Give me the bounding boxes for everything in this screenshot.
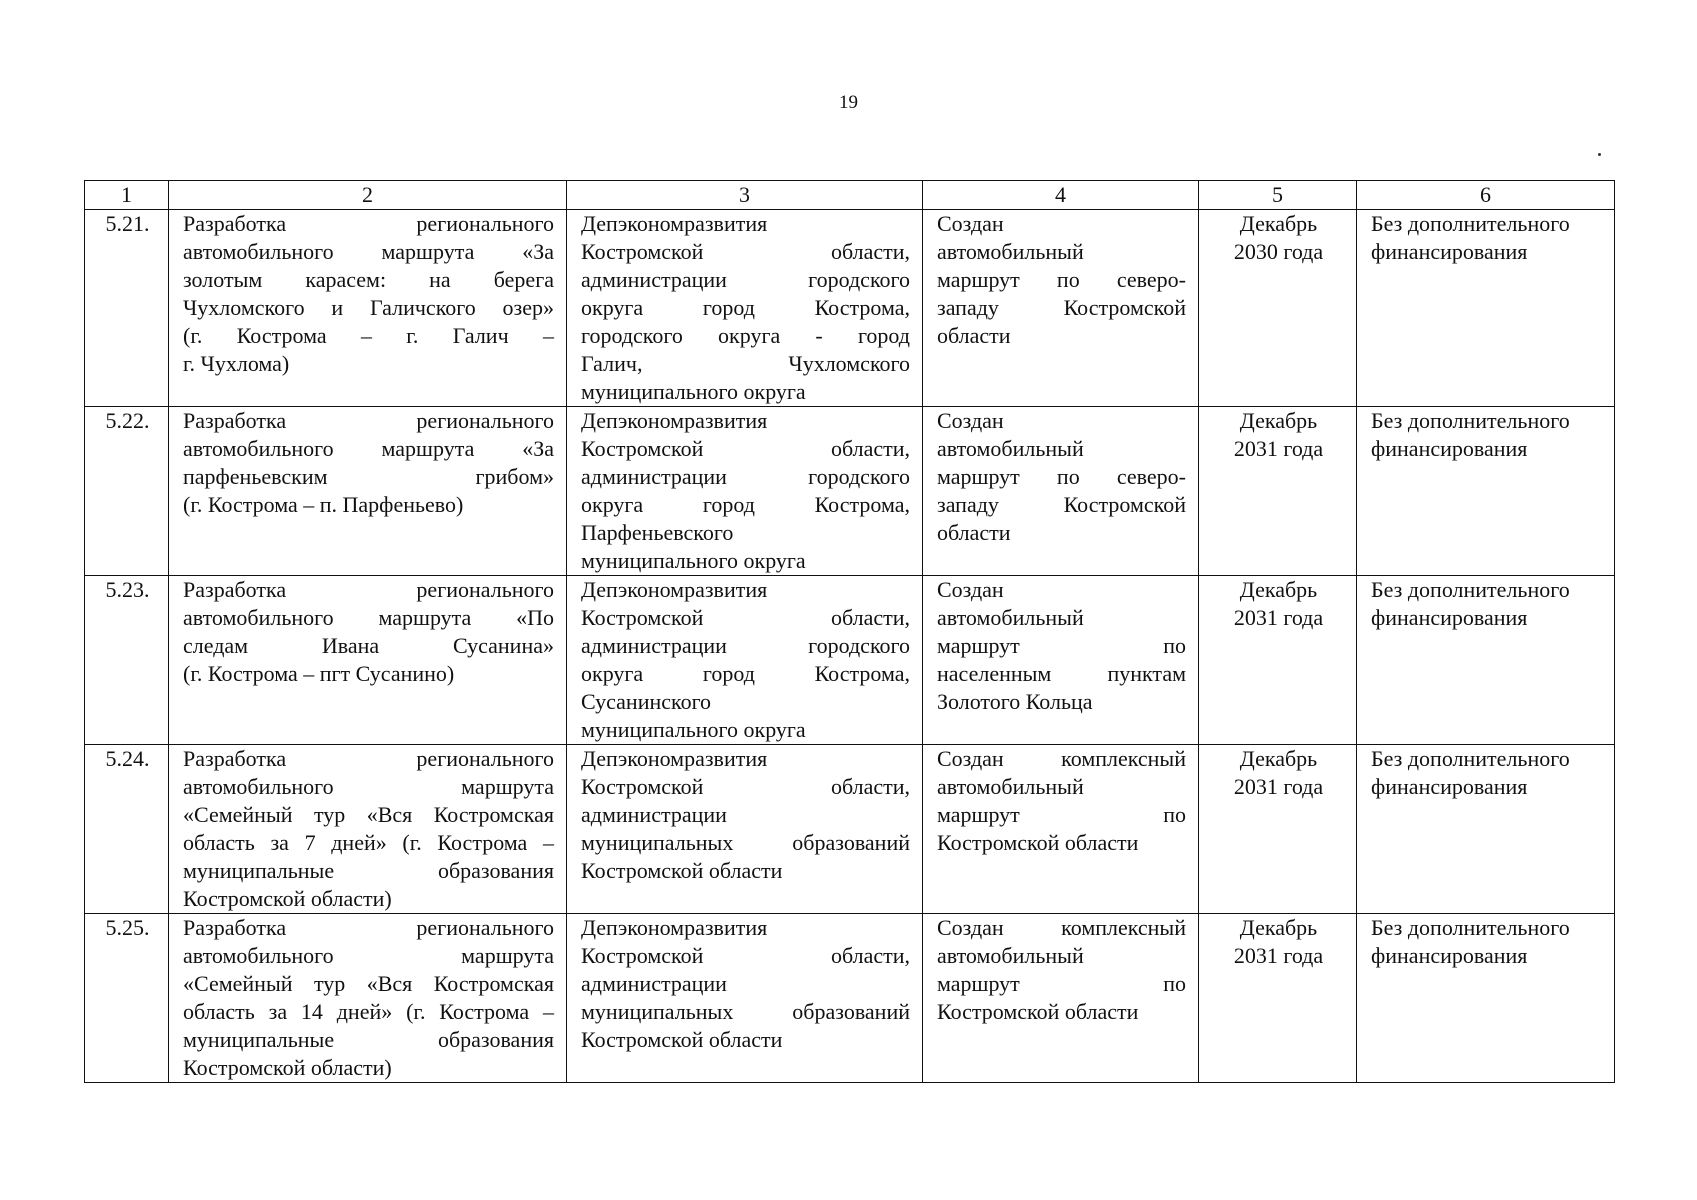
cell-line: Галич, Чухломского	[581, 351, 910, 376]
cell-line: финансирования	[1371, 943, 1528, 968]
cell-line: область за 7 дней» (г. Кострома –	[183, 830, 554, 855]
header-cell-3: 3	[567, 181, 923, 210]
cell-line: (г. Кострома – пгт Сусанино)	[183, 661, 455, 686]
funding-cell	[1357, 914, 1615, 1083]
header-row	[85, 181, 1615, 210]
header-cell-4: 4	[923, 181, 1199, 210]
measure-cell	[169, 914, 567, 1083]
result-cell	[923, 210, 1199, 407]
result-cell	[923, 576, 1199, 745]
cell-line: Без дополнительного	[1371, 577, 1570, 602]
cell-line: «Семейный тур «Вся Костромская	[183, 971, 554, 996]
measure-cell	[169, 745, 567, 914]
cell-line: Декабрь	[1239, 915, 1318, 940]
responsible-cell	[567, 407, 923, 576]
cell-line: 2031 года	[1233, 605, 1324, 630]
cell-line: муниципального округа	[581, 717, 806, 742]
cell-line: администрации	[581, 802, 727, 827]
cell-line: Разработка регионального	[183, 211, 554, 236]
cell-line: муниципальных образований	[581, 999, 910, 1024]
cell-line: области	[937, 323, 1011, 348]
responsible-cell	[567, 576, 923, 745]
cell-line: автомобильный	[937, 943, 1084, 968]
result-cell	[923, 407, 1199, 576]
cell-line: Депэкономразвития	[581, 915, 768, 940]
cell-line: г. Чухлома)	[183, 351, 290, 376]
cell-line: автомобильный	[937, 436, 1084, 461]
cell-line: Создан	[937, 577, 1004, 602]
cell-line: Без дополнительного	[1371, 408, 1570, 433]
result-cell	[923, 745, 1199, 914]
cell-line: Парфеньевского	[581, 520, 734, 545]
header-cell-2: 2	[169, 181, 567, 210]
cell-line: автомобильного маршрута	[183, 774, 554, 799]
measure-cell	[169, 576, 567, 745]
cell-line: финансирования	[1371, 436, 1528, 461]
deadline-cell	[1199, 576, 1357, 745]
cell-line: Разработка регионального	[183, 746, 554, 771]
cell-line: область за 14 дней» (г. Кострома –	[183, 999, 554, 1024]
table-row	[85, 745, 1615, 914]
cell-line: (г. Кострома – г. Галич –	[183, 323, 554, 348]
scan-speck	[1598, 153, 1601, 156]
cell-line: Разработка регионального	[183, 915, 554, 940]
cell-line: Без дополнительного	[1371, 211, 1570, 236]
cell-line: муниципальные образования	[183, 858, 554, 883]
cell-line: 2031 года	[1233, 436, 1324, 461]
cell-line: маршрут по северо-	[937, 464, 1186, 489]
cell-line: финансирования	[1371, 239, 1528, 264]
cell-line: Без дополнительного	[1371, 915, 1570, 940]
table-row	[85, 576, 1615, 745]
cell-line: Костромской области,	[581, 774, 910, 799]
cell-line: маршрут по	[937, 633, 1186, 658]
cell-line: Создан комплексный	[937, 746, 1186, 771]
cell-line: маршрут по	[937, 971, 1186, 996]
measure-cell	[169, 407, 567, 576]
cell-line: округа город Кострома,	[581, 661, 910, 686]
cell-line: автомобильный	[937, 605, 1084, 630]
cell-line: автомобильного маршрута «За	[183, 239, 554, 264]
cell-line: области	[937, 520, 1011, 545]
cell-line: Костромской области)	[183, 1055, 392, 1080]
cell-line: Создан	[937, 408, 1004, 433]
page-number	[0, 92, 1697, 114]
cell-line: маршрут по	[937, 802, 1186, 827]
header-cell-1: 1	[85, 181, 169, 210]
row-number: 5.25.	[85, 914, 169, 1083]
cell-line: муниципальных образований	[581, 830, 910, 855]
funding-cell	[1357, 576, 1615, 745]
cell-line: следам Ивана Сусанина»	[183, 633, 554, 658]
table-row	[85, 914, 1615, 1083]
deadline-cell	[1199, 210, 1357, 407]
cell-line: автомобильного маршрута «По	[183, 605, 554, 630]
cell-line: администрации городского	[581, 267, 910, 292]
cell-line: округа город Кострома,	[581, 295, 910, 320]
deadline-cell	[1199, 914, 1357, 1083]
cell-line: западу Костромской	[937, 295, 1186, 320]
cell-line: Костромской области,	[581, 239, 910, 264]
cell-line: золотым карасем: на берега	[183, 267, 554, 292]
cell-line: «Семейный тур «Вся Костромская	[183, 802, 554, 827]
cell-line: городского округа - город	[581, 323, 910, 348]
cell-line: Без дополнительного	[1371, 746, 1570, 771]
funding-cell	[1357, 210, 1615, 407]
cell-line: Костромской области,	[581, 605, 910, 630]
row-number: 5.24.	[85, 745, 169, 914]
cell-line: Костромской области,	[581, 943, 910, 968]
cell-line: автомобильный	[937, 239, 1084, 264]
cell-line: Депэкономразвития	[581, 746, 768, 771]
cell-line: финансирования	[1371, 774, 1528, 799]
responsible-cell	[567, 914, 923, 1083]
cell-line: населенным пунктам	[937, 661, 1186, 686]
result-cell	[923, 914, 1199, 1083]
deadline-cell	[1199, 407, 1357, 576]
cell-line: муниципального округа	[581, 379, 806, 404]
cell-line: Костромской области,	[581, 436, 910, 461]
cell-line: финансирования	[1371, 605, 1528, 630]
cell-line: Костромской области)	[183, 886, 392, 911]
header-cell-6: 6	[1357, 181, 1615, 210]
cell-line: Чухломского и Галичского озер»	[183, 295, 554, 320]
cell-line: (г. Кострома – п. Парфеньево)	[183, 492, 464, 517]
cell-line: Костромской области	[937, 830, 1139, 855]
cell-line: округа город Кострома,	[581, 492, 910, 517]
cell-line: 2030 года	[1233, 239, 1324, 264]
funding-cell	[1357, 745, 1615, 914]
header-cell-5: 5	[1199, 181, 1357, 210]
cell-line: автомобильного маршрута	[183, 943, 554, 968]
cell-line: Депэкономразвития	[581, 211, 768, 236]
cell-line: Создан	[937, 211, 1004, 236]
cell-line: маршрут по северо-	[937, 267, 1186, 292]
cell-line: парфеньевским грибом»	[183, 464, 554, 489]
cell-line: Создан комплексный	[937, 915, 1186, 940]
cell-line: Костромской области	[937, 999, 1139, 1024]
cell-line: Декабрь	[1239, 408, 1318, 433]
cell-line: администрации городского	[581, 464, 910, 489]
cell-line: администрации городского	[581, 633, 910, 658]
program-table	[84, 180, 1615, 1083]
cell-line: Депэкономразвития	[581, 577, 768, 602]
responsible-cell	[567, 745, 923, 914]
cell-line: Костромской области	[581, 1027, 783, 1052]
cell-line: администрации	[581, 971, 727, 996]
cell-line: 2031 года	[1233, 943, 1324, 968]
row-number: 5.23.	[85, 576, 169, 745]
row-number: 5.21.	[85, 210, 169, 407]
cell-line: Декабрь	[1239, 211, 1318, 236]
cell-line: западу Костромской	[937, 492, 1186, 517]
deadline-cell	[1199, 745, 1357, 914]
cell-line: Сусанинского	[581, 689, 712, 714]
cell-line: Депэкономразвития	[581, 408, 768, 433]
cell-line: Разработка регионального	[183, 577, 554, 602]
table-row	[85, 210, 1615, 407]
measure-cell	[169, 210, 567, 407]
cell-line: Декабрь	[1239, 746, 1318, 771]
cell-line: 2031 года	[1233, 774, 1324, 799]
cell-line: Разработка регионального	[183, 408, 554, 433]
table-row	[85, 407, 1615, 576]
cell-line: Декабрь	[1239, 577, 1318, 602]
cell-line: автомобильный	[937, 774, 1084, 799]
responsible-cell	[567, 210, 923, 407]
page-number-text: 19	[839, 92, 858, 113]
cell-line: муниципальные образования	[183, 1027, 554, 1052]
row-number: 5.22.	[85, 407, 169, 576]
cell-line: автомобильного маршрута «За	[183, 436, 554, 461]
cell-line: Костромской области	[581, 858, 783, 883]
funding-cell	[1357, 407, 1615, 576]
cell-line: Золотого Кольца	[937, 689, 1093, 714]
cell-line: муниципального округа	[581, 548, 806, 573]
